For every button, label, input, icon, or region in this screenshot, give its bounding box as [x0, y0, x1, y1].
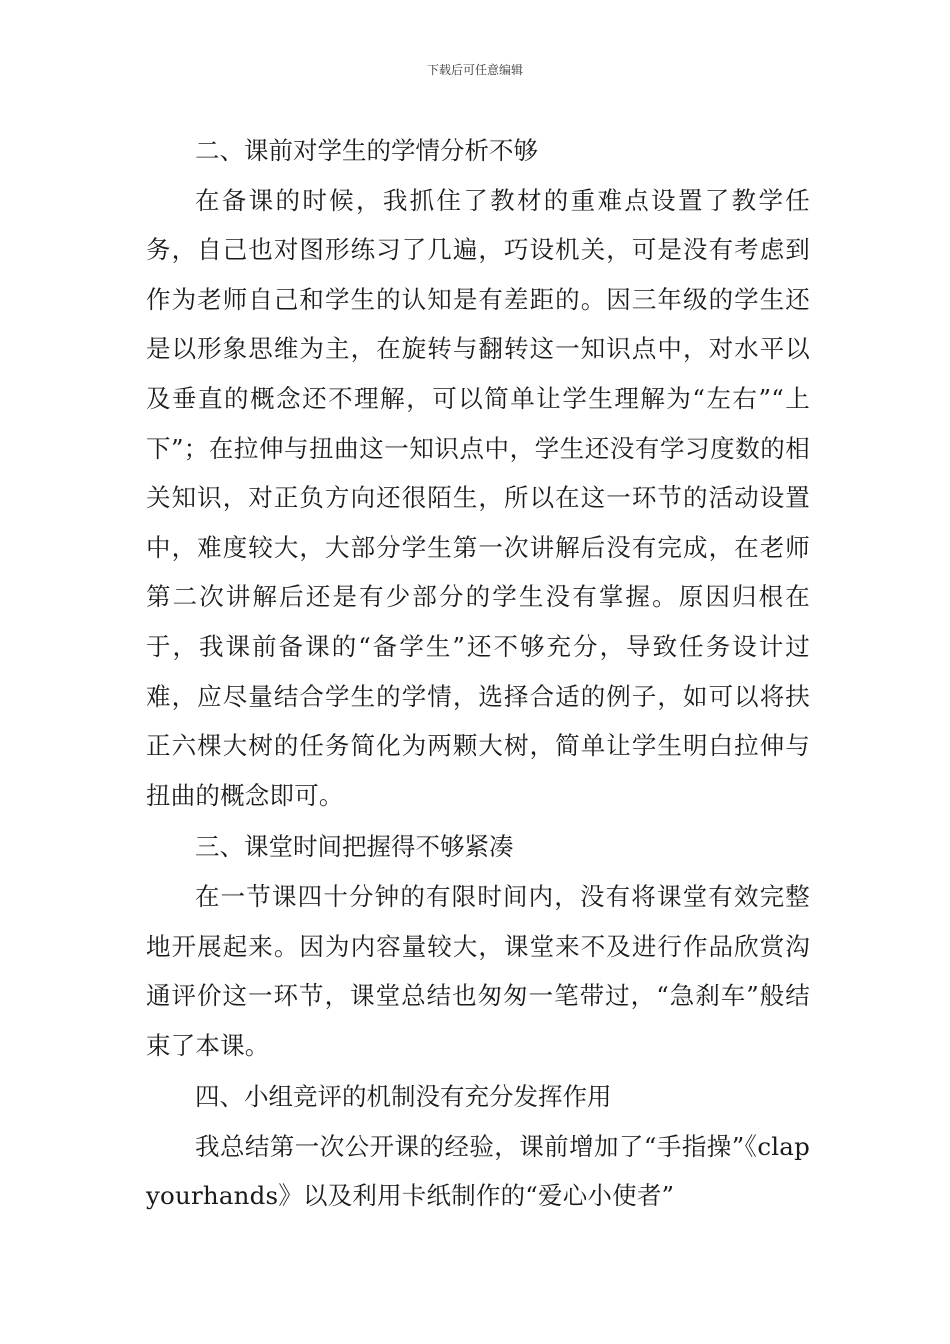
section-paragraph-3: 在一节课四十分钟的有限时间内，没有将课堂有效完整地开展起来。因为内容量较大，课堂来不及进行作品欣赏沟通评价这一环节，课堂总结也匆匆一笔带过，“急刹车”般结束了本课。: [146, 881, 810, 1060]
section-paragraph-4: 我总结第一次公开课的经验，课前增加了“手指操”《clapyourhands》以及利用卡纸制作的“爱心小使者”: [146, 1131, 810, 1211]
section-heading-4: 四、小组竞评的机制没有充分发挥作用: [195, 1082, 612, 1112]
page-header-note: 下载后可任意编辑: [426, 63, 523, 77]
section-heading-2: 二、课前对学生的学情分析不够: [195, 136, 538, 165]
section-heading-3: 三、课堂时间把握得不够紧凑: [195, 832, 514, 862]
section-paragraph-2: 在备课的时候，我抓住了教材的重难点设置了教学任务，自己也对图形练习了几遍，巧设机关，可是没有考虑到作为老师自己和学生的认知是有差距的。因三年级的学生还是以形象思维为主，在旋转与翻转这一知识点中，对水平以及垂直的概念还不理解，可以简单让学生理解为“左右”“上下”；在拉伸与扭曲这一知识点中，学生还没有学习度数的相关知识，对正负方向还很陌生，所以在这一环节的活动设置中，难度较大，大部分学生第一次讲解后没有完成，在老师第二次讲解后还是有少部分的学生没有掌握。原因归根在于，我课前备课的“备学生”还不够充分，导致任务设计过难，应尽量结合学生的学情，选择合适的例子，如可以将扶正六棵大树的任务简化为两颗大树，简单让学生明白拉伸与扭曲的概念即可。: [146, 185, 810, 810]
document-body: [146, 126, 810, 1221]
